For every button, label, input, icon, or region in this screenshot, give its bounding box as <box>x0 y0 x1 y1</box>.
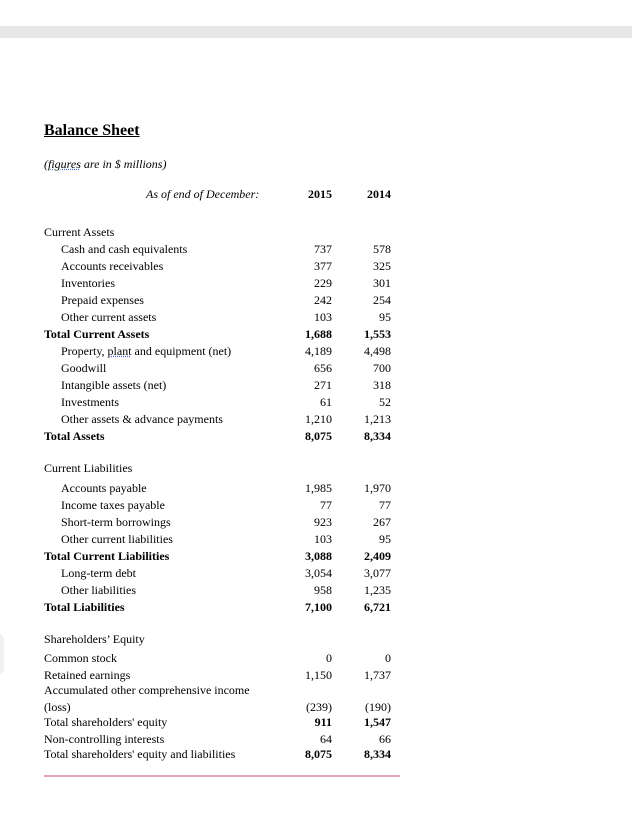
row-label: Goodwill <box>61 361 107 375</box>
value-2014: 1,970 <box>364 481 391 495</box>
value-2015: 64 <box>320 732 332 746</box>
value-2014: 1,547 <box>364 715 391 729</box>
row-label: Inventories <box>61 276 115 290</box>
table-row <box>0 531 632 548</box>
value-2015: 271 <box>314 378 332 392</box>
column-header-year-1: 2015 <box>308 187 332 201</box>
table-row <box>0 714 632 731</box>
table-row <box>0 241 632 258</box>
row-label: Total Current Assets <box>44 327 150 341</box>
value-2015: (239) <box>306 700 332 714</box>
table-row <box>0 460 632 477</box>
value-2015: 4,189 <box>305 344 332 358</box>
table-row <box>0 258 632 275</box>
units-note-word: figures <box>48 157 81 171</box>
row-label: Income taxes payable <box>61 498 165 512</box>
table-row <box>0 309 632 326</box>
table-row <box>0 292 632 309</box>
value-2014: 66 <box>379 732 391 746</box>
row-label: Property, plant and equipment (net) <box>61 344 232 358</box>
row-label: Other current assets <box>61 310 157 324</box>
value-2014: 267 <box>373 515 391 529</box>
value-2014: 1,553 <box>364 327 391 341</box>
value-2015: 8,075 <box>305 747 332 761</box>
table-row <box>0 497 632 514</box>
value-2015: 61 <box>320 395 332 409</box>
value-2014: 0 <box>385 651 391 665</box>
row-label: Investments <box>61 395 119 409</box>
value-2015: 1,688 <box>305 327 332 341</box>
table-row <box>0 275 632 292</box>
value-2014: 3,077 <box>364 566 391 580</box>
value-2015: 911 <box>314 715 332 729</box>
row-label: Total Liabilities <box>44 600 125 614</box>
row-label: Current Assets <box>44 225 115 239</box>
row-label: Non-controlling interests <box>44 732 165 746</box>
value-2015: 3,054 <box>305 566 332 580</box>
table-row <box>0 428 632 445</box>
row-label: Other current liabilities <box>61 532 173 546</box>
row-label: (loss) <box>44 700 71 714</box>
row-label: Accounts receivables <box>61 259 164 273</box>
value-2014: 318 <box>373 378 391 392</box>
table-row <box>0 377 632 394</box>
value-2014: 1,235 <box>364 583 391 597</box>
column-header-year-2: 2014 <box>367 187 391 201</box>
row-label: Total shareholders' equity and liabilities <box>44 747 236 761</box>
row-label: Other liabilities <box>61 583 136 597</box>
value-2015: 1,985 <box>305 481 332 495</box>
units-note <box>44 157 166 172</box>
table-row <box>0 548 632 565</box>
value-2014: 8,334 <box>364 747 391 761</box>
row-label: Shareholders’ Equity <box>44 632 145 646</box>
units-note-open: ( <box>44 157 48 171</box>
value-2014: 700 <box>373 361 391 375</box>
row-label: Long-term debt <box>61 566 136 580</box>
table-row <box>0 360 632 377</box>
row-label: Cash and cash equivalents <box>61 242 188 256</box>
table-row <box>0 599 632 616</box>
row-label: Total Current Liabilities <box>44 549 170 563</box>
value-2014: 6,721 <box>364 600 391 614</box>
value-2014: 4,498 <box>364 344 391 358</box>
row-label: Accounts payable <box>61 481 147 495</box>
value-2015: 77 <box>320 498 332 512</box>
table-row <box>0 394 632 411</box>
value-2014: 52 <box>379 395 391 409</box>
value-2015: 7,100 <box>305 600 332 614</box>
value-2014: 1,737 <box>364 668 391 682</box>
value-2015: 1,150 <box>305 668 332 682</box>
row-label: Short-term borrowings <box>61 515 171 529</box>
value-2015: 958 <box>314 583 332 597</box>
units-note-rest: are in $ millions) <box>80 157 167 171</box>
value-2015: 737 <box>314 242 332 256</box>
bottom-rule <box>44 775 400 777</box>
table-row <box>0 746 632 763</box>
value-2015: 3,088 <box>305 549 332 563</box>
value-2014: 2,409 <box>364 549 391 563</box>
value-2014: 578 <box>373 242 391 256</box>
row-label: Accumulated other comprehensive income <box>44 683 250 697</box>
value-2015: 229 <box>314 276 332 290</box>
table-row <box>0 565 632 582</box>
value-2014: (190) <box>365 700 391 714</box>
value-2015: 103 <box>314 310 332 324</box>
page-title: Balance Sheet <box>44 122 140 139</box>
value-2014: 95 <box>379 310 391 324</box>
value-2015: 1,210 <box>305 412 332 426</box>
table-row <box>0 411 632 428</box>
value-2014: 301 <box>373 276 391 290</box>
table-row <box>0 480 632 497</box>
value-2014: 325 <box>373 259 391 273</box>
value-2015: 103 <box>314 532 332 546</box>
row-label: Common stock <box>44 651 118 665</box>
value-2015: 8,075 <box>305 429 332 443</box>
row-label: Retained earnings <box>44 668 131 682</box>
table-row <box>0 650 632 667</box>
table-row <box>0 582 632 599</box>
value-2014: 1,213 <box>364 412 391 426</box>
row-label: Intangible assets (net) <box>61 378 167 392</box>
table-row <box>0 682 632 699</box>
value-2015: 377 <box>314 259 332 273</box>
value-2014: 8,334 <box>364 429 391 443</box>
value-2014: 95 <box>379 532 391 546</box>
value-2015: 0 <box>326 651 332 665</box>
value-2015: 923 <box>314 515 332 529</box>
row-label: Prepaid expenses <box>61 293 144 307</box>
row-label: Other assets & advance payments <box>61 412 223 426</box>
table-row <box>0 343 632 360</box>
as-of-label: As of end of December: <box>146 187 260 201</box>
table-row <box>0 326 632 343</box>
table-row <box>0 514 632 531</box>
spellcheck-word: plant <box>107 344 132 358</box>
window-top-bar <box>0 0 632 38</box>
table-row <box>0 631 632 648</box>
value-2014: 77 <box>379 498 391 512</box>
row-label: Current Liabilities <box>44 461 133 475</box>
value-2015: 242 <box>314 293 332 307</box>
table-row <box>0 224 632 241</box>
row-label: Total shareholders' equity <box>44 715 168 729</box>
value-2014: 254 <box>373 293 391 307</box>
value-2015: 656 <box>314 361 332 375</box>
row-label: Total Assets <box>44 429 105 443</box>
